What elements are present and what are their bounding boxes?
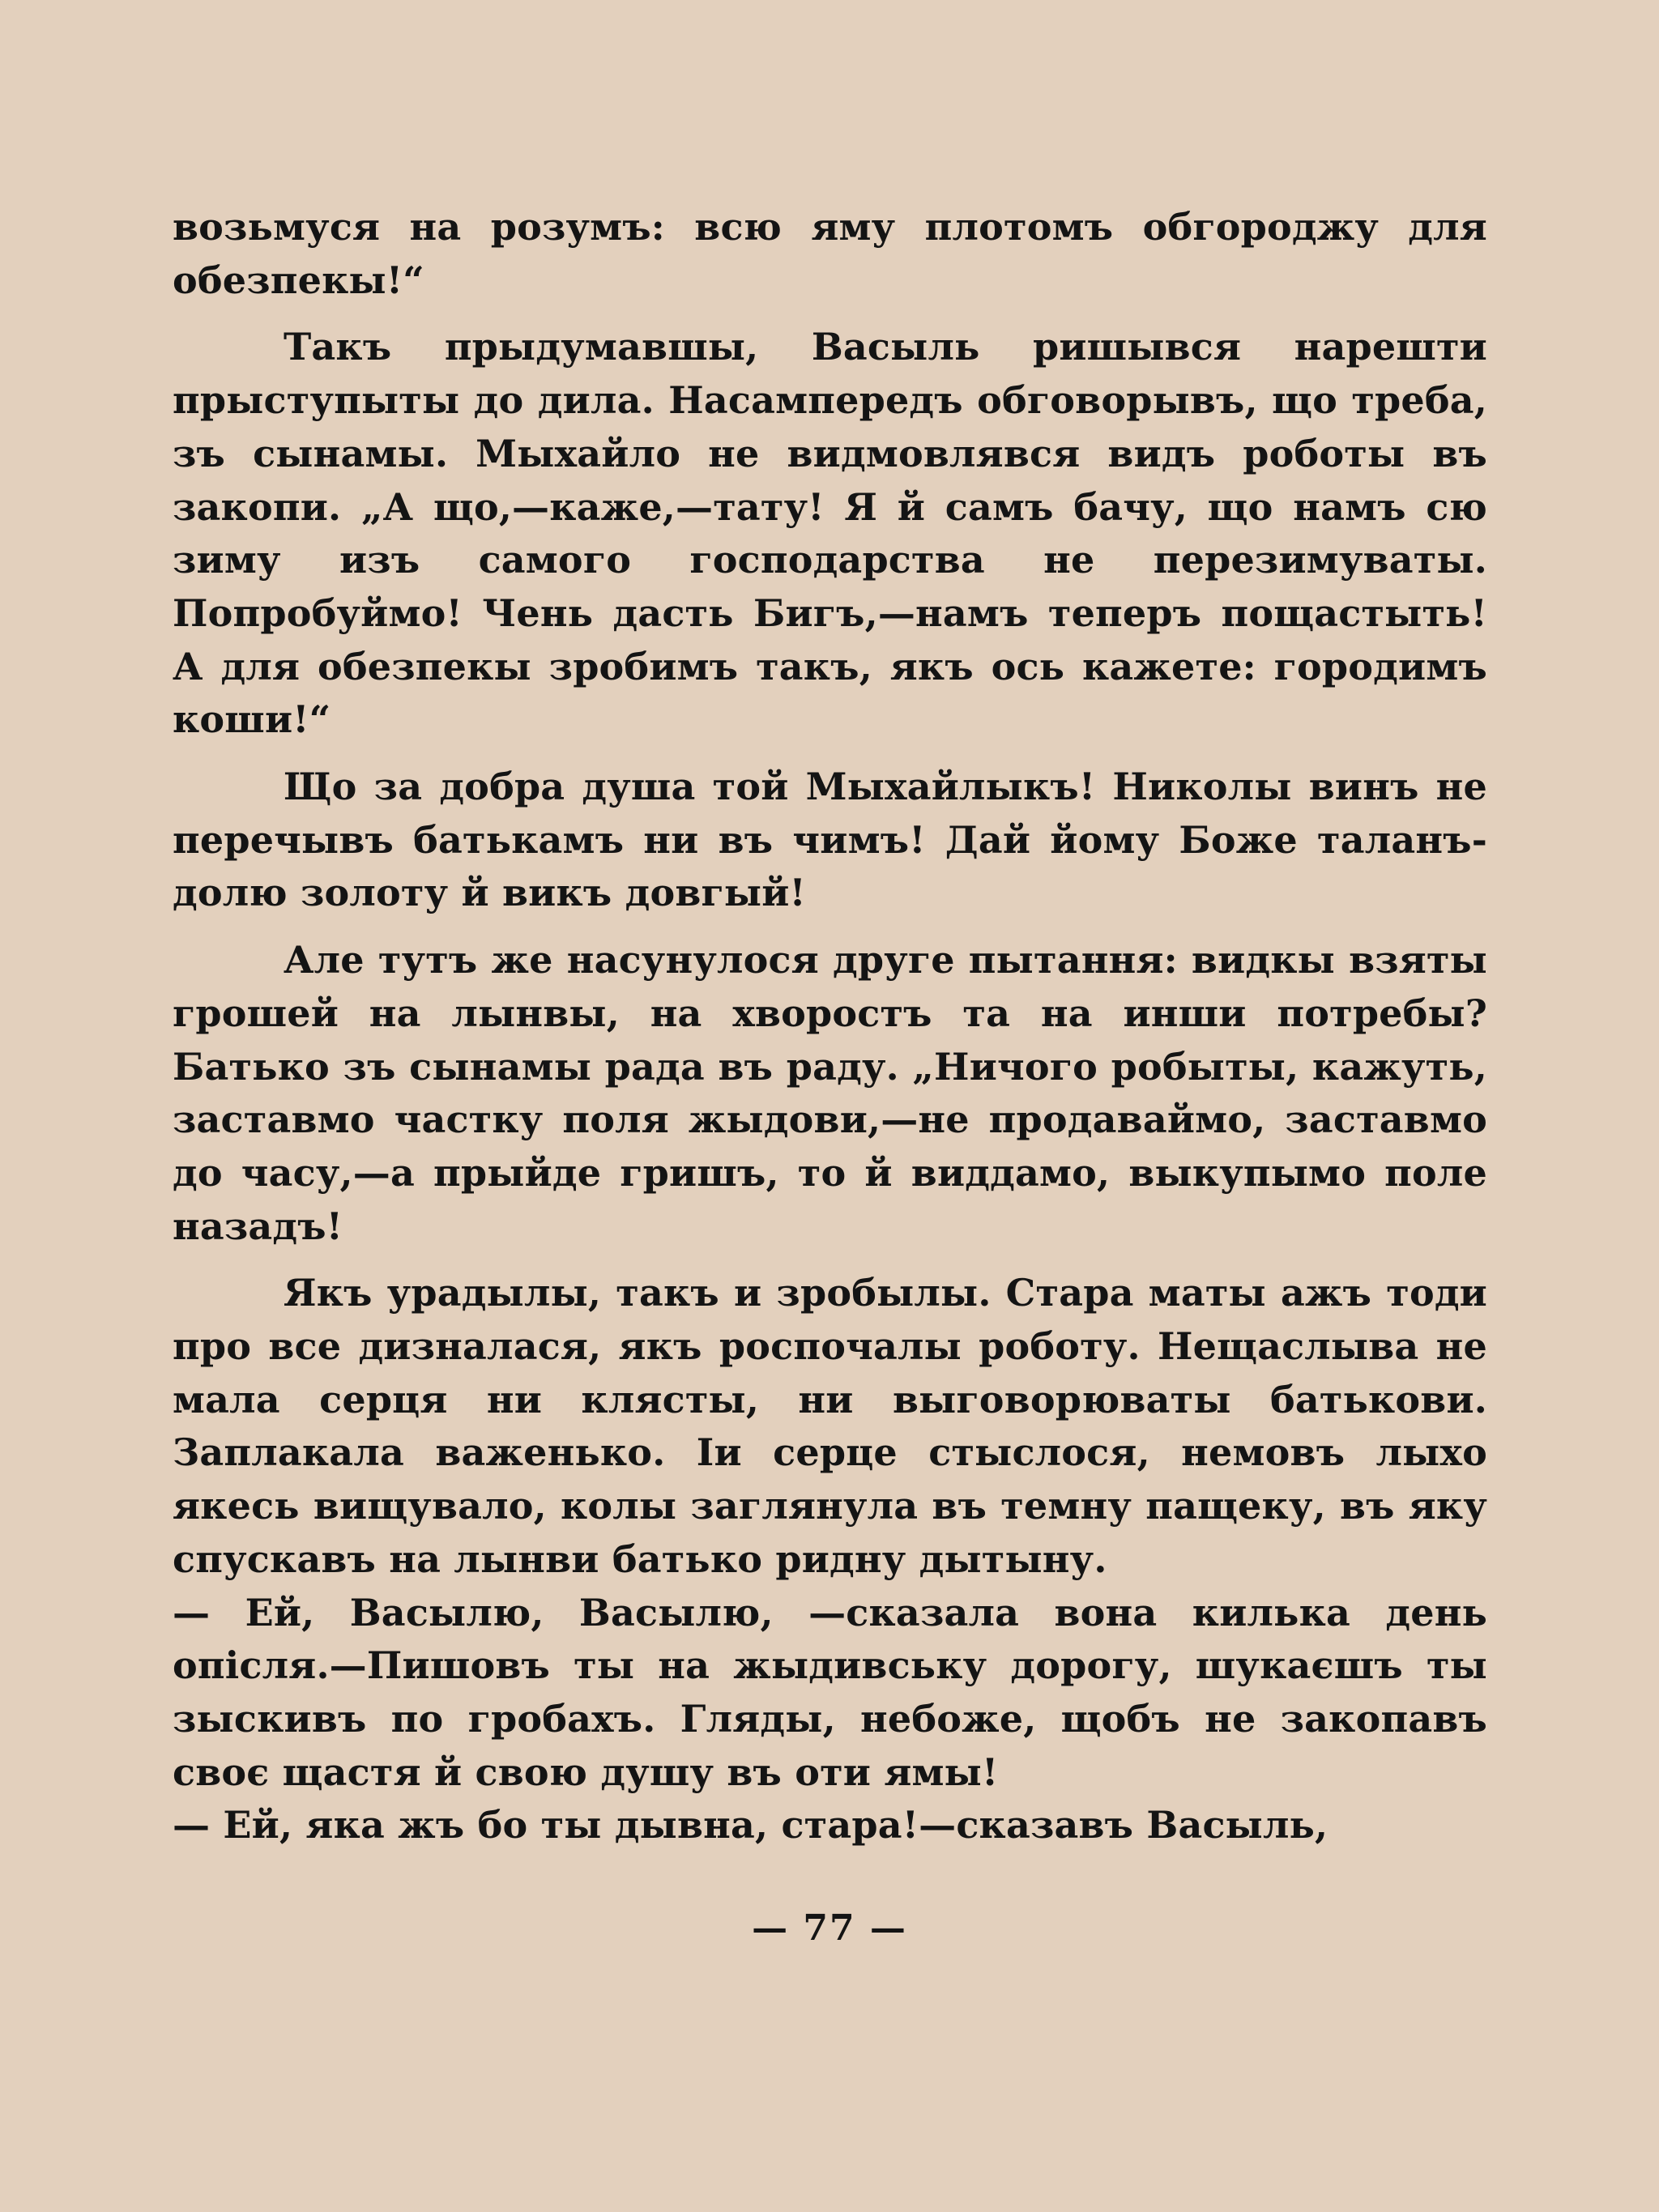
paragraph-5: Якъ урадылы, такъ и зробылы. Стара маты ажъ тоди про все дизналася, якъ роспочалы роботу. Нещаслыва не мала серця ни клясты, ни выговорюваты батькови. Заплакала важенько. Іи серце стыслося, немовъ лыхо якесь вищувало, колы заглянула въ темну пащеку, въ яку спускавъ на лынви батько ридну дытыну. xyxy=(173,1271,1487,1581)
dialogue-line-2: — Ей, яка жъ бо ты дывна, стара!—сказавъ Васыль, xyxy=(173,1803,1328,1848)
body-text xyxy=(173,201,1487,1852)
page-number: — 77 — xyxy=(752,1907,907,1949)
paragraph-1: возьмуся на розумъ: всю яму плотомъ обгороджу для обезпекы!“ xyxy=(173,205,1487,302)
paragraph-4: Але тутъ же насунулося друге пытання: видкы взяты грошей на лынвы, на хворостъ та на инши потребы? Батько зъ сынамы рада въ раду. „Ничого робыты, кажуть, заставмо частку поля жыдови,—не продаваймо, заставмо до часу,—а прыйде гришъ, то й виддамо, выкупымо поле назадъ! xyxy=(173,938,1487,1248)
paragraph-2: Такъ прыдумавшы, Васыль ришывся нарешти прыступыты до дила. Насампередъ обговорывъ, що треба, зъ сынамы. Мыхайло не видмовлявся видъ роботы въ закопи. „А що,—каже,—тату! Я й самъ бачу, що намъ сю зиму изъ самого господарства не перезимуваты. Попробуймо! Чень дасть Бигъ,—намъ теперъ пощастыть! А для обезпекы зробимъ такъ, якъ ось кажете: городимъ коши!“ xyxy=(173,325,1487,742)
dialogue-line-1: — Ей, Васылю, Васылю, —сказала вона килька день опісля.—Пишовъ ты на жыдивську дорогу, шукаєшъ ты зыскивъ по гробахъ. Гляды, небоже, щобъ не закопавъ своє щастя й свою душу въ оти ямы! xyxy=(173,1590,1487,1794)
paragraph-3: Що за добра душа той Мыхайлыкъ! Николы винъ не перечывъ батькамъ ни въ чимъ! Дай йому Боже таланъ-долю золоту й викъ довгый! xyxy=(173,765,1487,915)
